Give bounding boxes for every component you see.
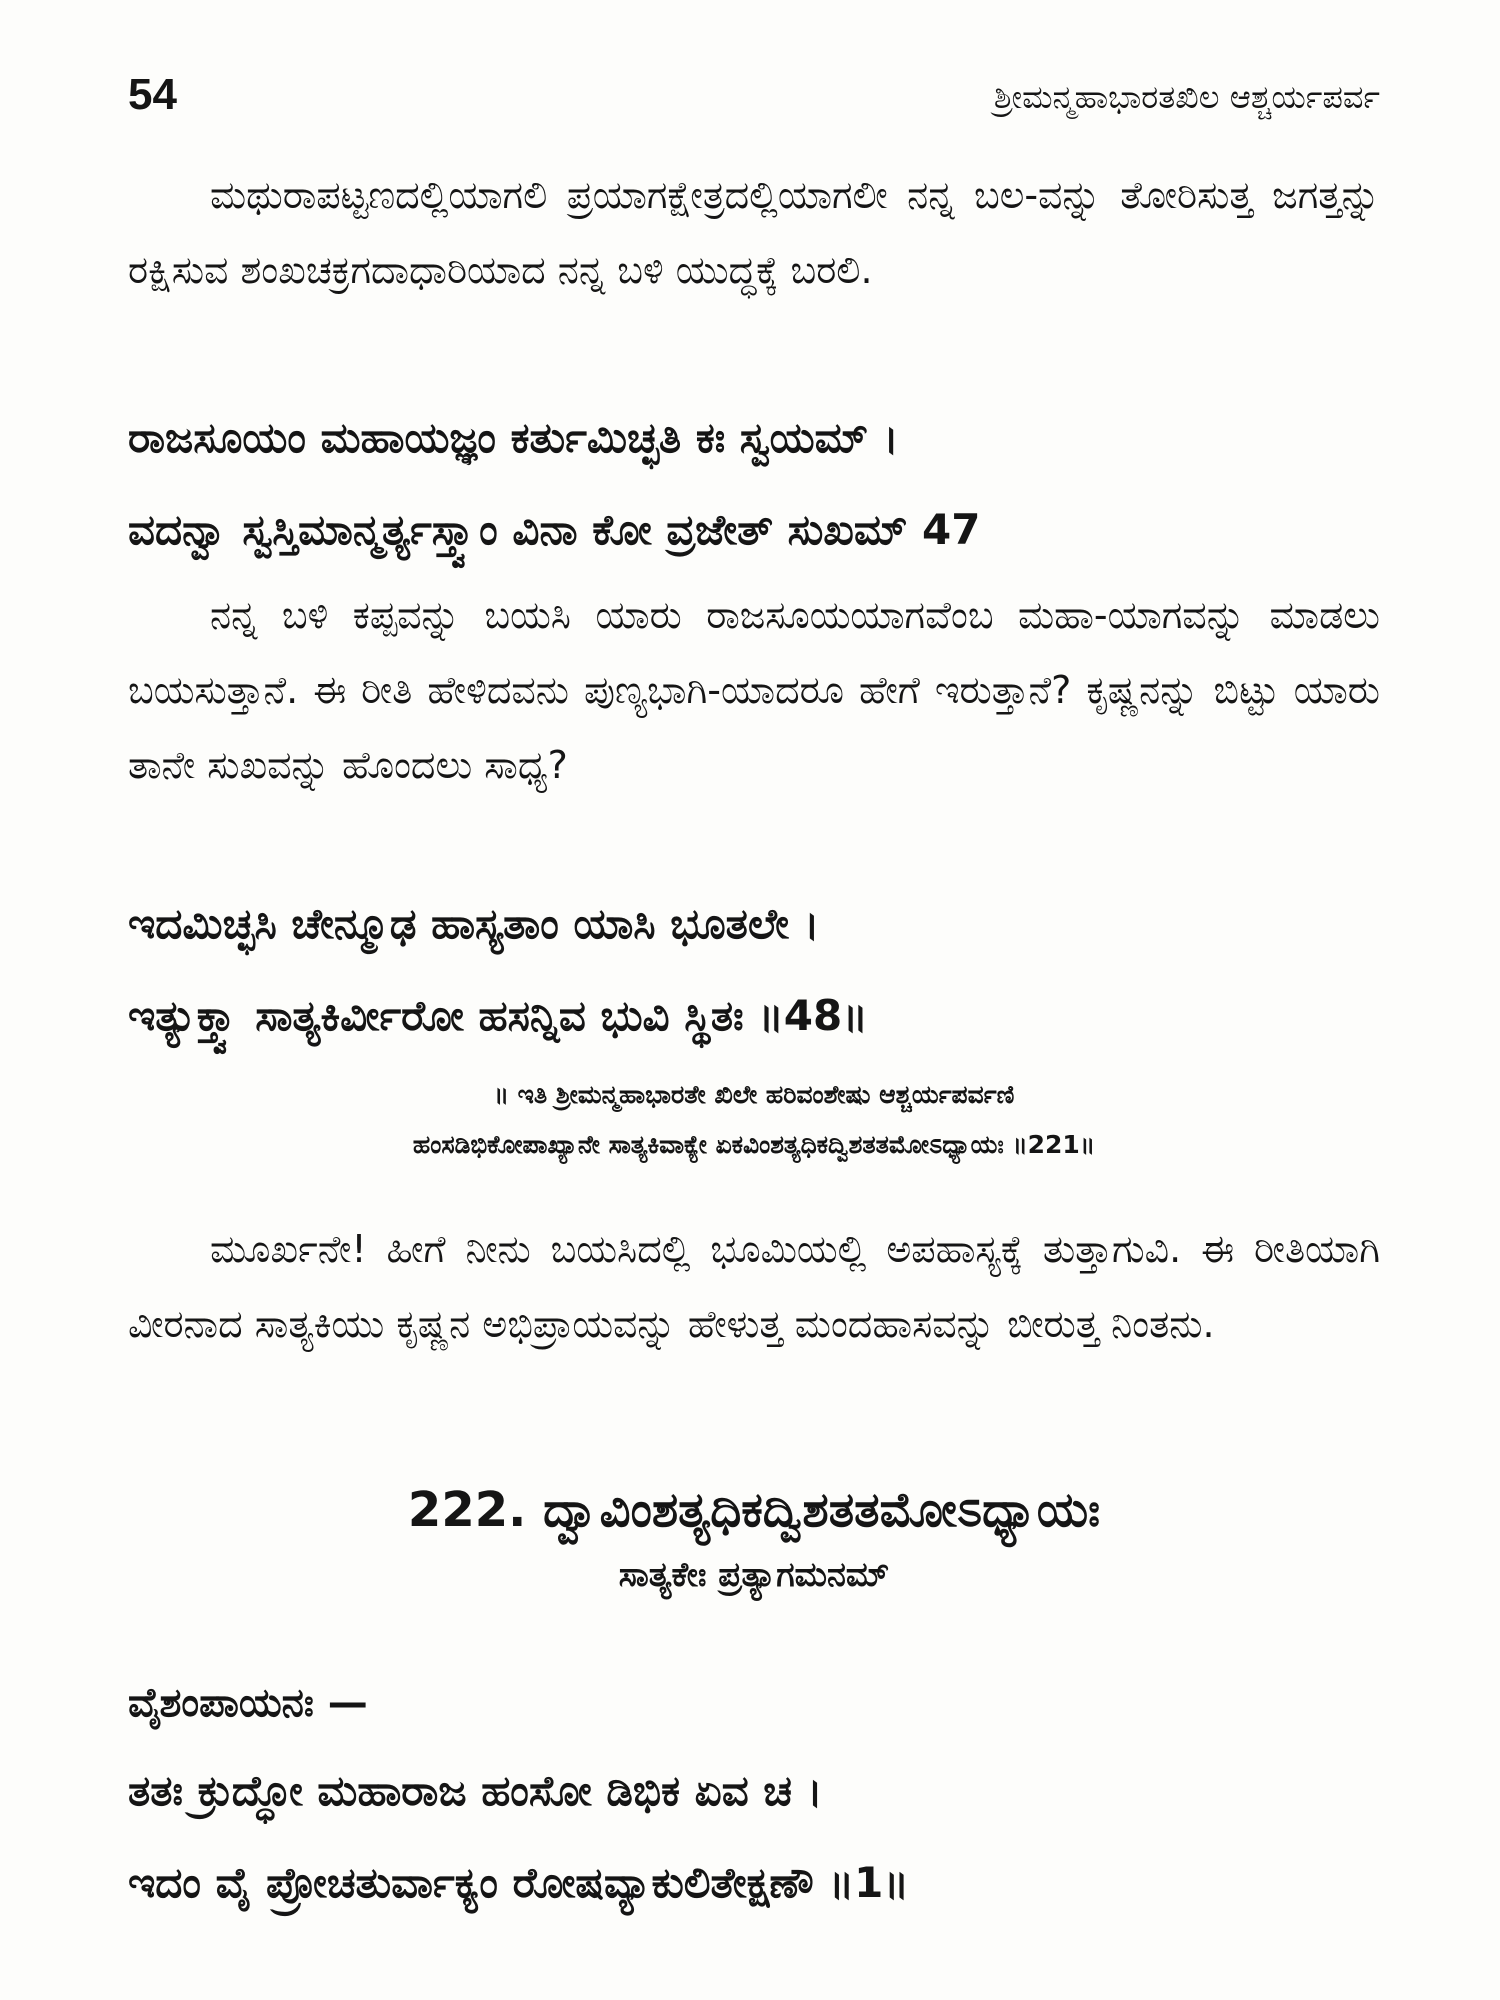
verse-1 bbox=[128, 1745, 1388, 1929]
paragraph-text: ಮೂರ್ಖನೇ! ಹೀಗೆ ನೀನು ಬಯಸಿದಲ್ಲಿ ಭೂಮಿಯಲ್ಲಿ ಅಪಹಾಸ್ಯಕ್ಕೆ ತುತ್ತಾಗುವಿ. ಈ ರೀತಿಯಾಗಿ ವೀರನಾದ ಸಾತ್ಯಕಿಯು ಕೃಷ್ಣನ ಅಭಿಪ್ರಾಯವನ್ನು ಹೇಳುತ್ತ ಮಂದಹಾಸವನ್ನು ಬೀರುತ್ತ ನಿಂತನು. bbox=[128, 1227, 1380, 1346]
chapter-heading bbox=[128, 1470, 1380, 1600]
page-header bbox=[128, 70, 1380, 130]
commentary-paragraph-2 bbox=[128, 578, 1380, 803]
verse-line: ಇದಂ ವೈ ಪ್ರೋಚತುರ್ವಾಕ್ಯಂ ರೋಷವ್ಯಾಕುಲಿತೇಕ್ಷಣೌ ॥1॥ bbox=[128, 1858, 909, 1907]
commentary-paragraph-1 bbox=[128, 158, 1380, 308]
running-title: ಶ್ರೀಮನ್ಮಹಾಭಾರತಖಿಲ ಆಶ್ಚರ್ಯಪರ್ವ bbox=[993, 78, 1380, 116]
page-number: 54 bbox=[128, 70, 177, 119]
colophon-line: ಹಂಸಡಿಭಿಕೋಪಾಖ್ಯಾನೇ ಸಾತ್ಯಕಿವಾಕ್ಯೇ ಏಕವಿಂಶತ್ಯಧಿಕದ್ವಿಶತತಮೋಽಧ್ಯಾಯಃ ॥221॥ bbox=[412, 1130, 1096, 1159]
verse-48 bbox=[128, 878, 1388, 1062]
paragraph-text: ನನ್ನ ಬಳಿ ಕಪ್ಪವನ್ನು ಬಯಸಿ ಯಾರು ರಾಜಸೂಯಯಾಗವೆಂಬ ಮಹಾ-ಯಾಗವನ್ನು ಮಾಡಲು ಬಯಸುತ್ತಾನೆ. ಈ ರೀತಿ ಹೇಳಿದವನು ಪುಣ್ಯಭಾಗಿ-ಯಾದರೂ ಹೇಗೆ ಇರುತ್ತಾನೆ? ಕೃಷ್ಣನನ್ನು ಬಿಟ್ಟು ಯಾರು ತಾನೇ ಸುಖವನ್ನು ಹೊಂದಲು ಸಾಧ್ಯ? bbox=[128, 593, 1380, 787]
paragraph-text: ಮಥುರಾಪಟ್ಟಣದಲ್ಲಿಯಾಗಲಿ ಪ್ರಯಾಗಕ್ಷೇತ್ರದಲ್ಲಿಯಾಗಲೀ ನನ್ನ ಬಲ-ವನ್ನು ತೋರಿಸುತ್ತ ಜಗತ್ತನ್ನು ರಕ್ಷಿಸುವ ಶಂಖಚಕ್ರಗದಾಧಾರಿಯಾದ ನನ್ನ ಬಳಿ ಯುದ್ಧಕ್ಕೆ ಬರಲಿ. bbox=[128, 173, 1380, 292]
chapter-colophon bbox=[128, 1070, 1380, 1170]
verse-line: ಇದಮಿಚ್ಛಸಿ ಚೇನ್ಮೂಢ ಹಾಸ್ಯತಾಂ ಯಾಸಿ ಭೂತಲೇ । bbox=[128, 899, 820, 948]
speaker-label: ವೈಶಂಪಾಯನಃ — bbox=[128, 1680, 368, 1726]
verse-line: ವದನ್ವಾ ಸ್ವಸ್ತಿಮಾನ್ಮರ್ತ್ಯಸ್ತ್ವಾಂ ವಿನಾ ಕೋ ವ್ರಜೇತ್ ಸುಖಮ್ 47 bbox=[128, 505, 981, 554]
verse-line: ರಾಜಸೂಯಂ ಮಹಾಯಜ್ಞಂ ಕರ್ತುಮಿಚ್ಛತಿ ಕಃ ಸ್ವಯಮ್ । bbox=[128, 413, 899, 462]
chapter-title: 222. ದ್ವಾವಿಂಶತ್ಯಧಿಕದ್ವಿಶತತಮೋಽಧ್ಯಾಯಃ bbox=[407, 1482, 1101, 1538]
verse-47 bbox=[128, 392, 1388, 576]
colophon-line: ॥ ಇತಿ ಶ್ರೀಮನ್ಮಹಾಭಾರತೇ ಖಿಲೇ ಹರಿವಂಶೇಷು ಆಶ್ಚರ್ಯಪರ್ವಣಿ bbox=[493, 1080, 1015, 1109]
verse-line: ಇತ್ಯುಕ್ತ್ವಾ ಸಾತ್ಯಕಿರ್ವೀರೋ ಹಸನ್ನಿವ ಭುವಿ ಸ್ಥಿತಃ ॥48॥ bbox=[128, 991, 868, 1040]
verse-line: ತತಃ ಕ್ರುದ್ಧೋ ಮಹಾರಾಜ ಹಂಸೋ ಡಿಭಿಕ ಏವ ಚ । bbox=[128, 1766, 823, 1815]
commentary-paragraph-3 bbox=[128, 1212, 1380, 1362]
chapter-subtitle: ಸಾತ್ಯಕೇಃ ಪ್ರತ್ಯಾಗಮನಮ್ bbox=[618, 1555, 890, 1595]
